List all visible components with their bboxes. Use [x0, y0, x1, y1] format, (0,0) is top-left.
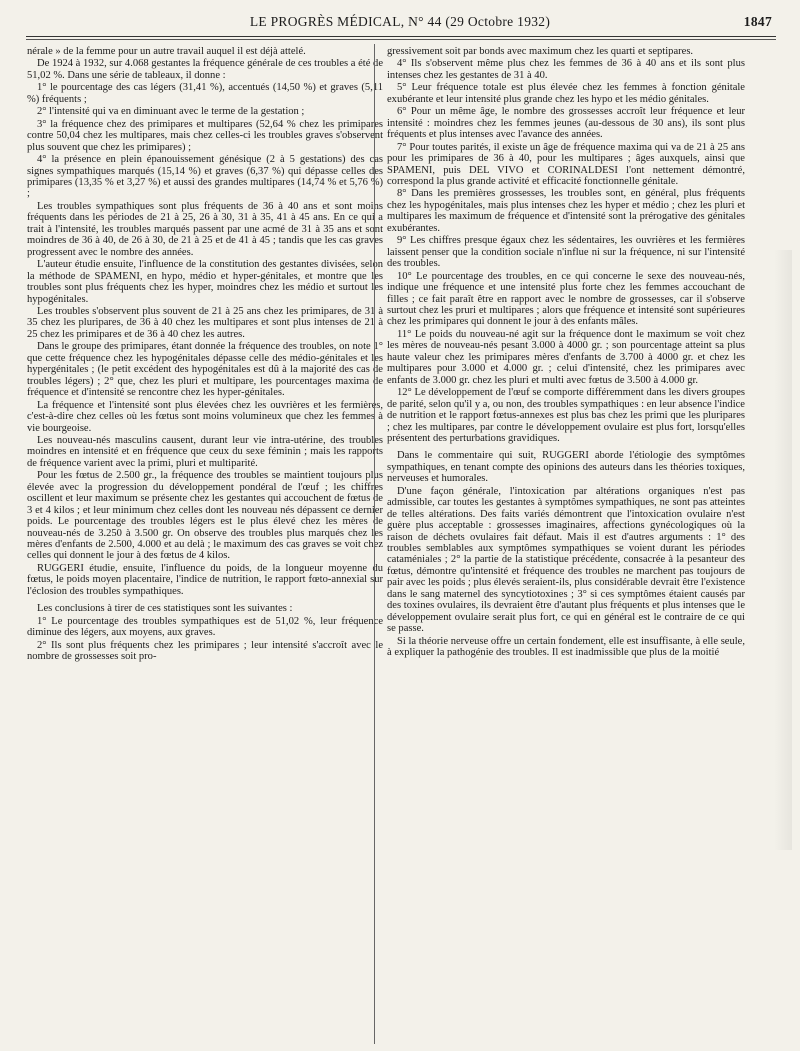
- paragraph: 1° le pourcentage des cas légers (31,41 %), accentués (14,50 %) et graves (5,11 %) fréquents ;: [27, 82, 383, 105]
- journal-title: LE PROGRÈS MÉDICAL, N° 44 (29 Octobre 1932): [249, 14, 551, 29]
- page-edge-shadow: [774, 250, 792, 850]
- page-number: 1847: [743, 14, 772, 29]
- paragraph: 12° Le développement de l'œuf se comporte différemment dans les divers groupes de parité, selon qu'il y a, ou non, des troubles sympathiques : en leur absence l'indice de nutrition et le rapport fœtus-annexes est plus bas chez les primi que les pluripares ; chez les multipares, par contre le développement ovulaire est plus fort, lorsqu'elles présentent des perturbations gravidiques.: [387, 387, 745, 444]
- paragraph: nérale » de la femme pour un autre travail auquel il est déjà attelé.: [27, 46, 306, 57]
- paragraph: 8° Dans les premières grossesses, les troubles sont, en général, plus fréquents chez les hypogénitales, mais plus intenses chez les hyper et médio ; chez les pluri et multipares les maximum de fréquence et d'intensité sont la prérogative des génitales exubérantes.: [387, 188, 745, 234]
- paragraph: De 1924 à 1932, sur 4.068 gestantes la fréquence générale de ces troubles a été de 51,02 %. Dans une série de tableaux, il donne :: [27, 58, 383, 81]
- running-header: [28, 14, 772, 34]
- paragraph: 5° Leur fréquence totale est plus élevée chez les femmes à fonction génitale exubérante et leur intensité plus grande chez les hypo et les médio génitales.: [387, 82, 745, 105]
- paragraph: gressivement soit par bonds avec maximum chez les quarti et septipares.: [387, 46, 694, 57]
- paragraph: 10° Le pourcentage des troubles, en ce qui concerne le sexe des nouveau-nés, indique une fréquence et une intensité plus forte chez les femmes accouchant de filles ; ce fait paraît être en rapport avec le nombre de grossesses, car il s'observe surtout chez les pruri et multipares ; alors que fréquence et intensité sont supérieures chez les primipares qui donnent le jour à des enfants mâles.: [387, 270, 745, 328]
- header-rule-thin: [26, 39, 776, 40]
- paragraph: 7° Pour toutes parités, il existe un âge de fréquence maxima qui va de 21 à 25 ans pour les primipares de 36 à 40, pour les multipares ; âges auxquels, ainsi que SPAMENI, puis DEL VIVO et CORINALDESI l'ont nettement démontré, correspond la plus grande activité et efficacité fonctionnelle génitale.: [387, 141, 745, 187]
- paragraph: Pour les fœtus de 2.500 gr., la fréquence des troubles se maintient toujours plus élevée avec la progression du développement pondéral de l'œuf ; les chiffres oscillent et leur maximum se présente chez les gestantes qui accouchent de fœtus de 3 et 4 kilos ; et leur minimum chez celles dont les nouveau nés dépassent ce dernier poids. Le pourcentage des troubles légers est le plus élevé chez les mères de nouveau-nés de 3.250 à 3.500 gr. On observe des troubles plus marqués chez les mères d'enfants de 2.500, 4.000 et au delà ; le maximum des cas graves se voit chez celles qui donnent le jour à des fœtus de 4 kilos.: [27, 470, 383, 562]
- paragraph: 4° Ils s'observent même plus chez les femmes de 36 à 40 ans et ils sont plus intenses chez les gestantes de 31 à 40.: [387, 58, 745, 81]
- paragraph: D'une façon générale, l'intoxication par altérations organiques n'est pas admissible, car toutes les gestantes à symptômes sympathiques, ne sont pas atteintes de telles altérations. Des faits variés démontrent que l'intoxication ovulaire n'est guère plus acceptable : grossesses imaginaires, affections gynécologiques où la raison de déchets ovulaires fait défaut. Mais il est d'autres arguments : 1° des troubles semblables aux symptômes sympathiques se voient durant les périodes cataméniales ; 2° la partie de la statistique précédente, consacrée à la pesanteur des fœtus, démontre qu'intensité et fréquence des troubles ne marchent pas toujours de pair avec les poids ; plus élevés seraient-ils, plus considérable devrait être l'existence dans le sang maternel des syncytiotoxines ; 3° si ces symptômes étaient causés par des toxines ovulaires, ils devraient être d'autant plus fréquents et plus intenses que le développement ovulaire serait plus fort, ce qui en général est le contraire de ce qui se passe.: [387, 485, 745, 635]
- paragraph: Dans le commentaire qui suit, RUGGERI aborde l'étiologie des symptômes sympathiques, en tenant compte des opinions des auteurs dans les théories toxiques, nerveuses et humorales.: [387, 450, 745, 485]
- column-divider: [374, 44, 375, 1044]
- paragraph: Les nouveau-nés masculins causent, durant leur vie intra-utérine, des troubles moindres en intensité et en fréquence que ceux du sexe féminin ; mais les rapports de fréquence varient avec la primi, pluri et multiparité.: [27, 434, 383, 469]
- paragraph: 9° Les chiffres presque égaux chez les sédentaires, les ouvrières et les fermières laissent penser que la condition sociale n'influe ni sur la fréquence, ni sur l'intensité des troubles.: [387, 235, 745, 270]
- paragraph: 2° Ils sont plus fréquents chez les primipares ; leur intensité s'accroît avec le nombre de grossesses soit pro-: [27, 639, 383, 663]
- paragraph: 1° Le pourcentage des troubles sympathiques est de 51,02 %, leur fréquence diminue des légers, aux moyens, aux graves.: [27, 615, 383, 639]
- paragraph: Les conclusions à tirer de ces statistiques sont les suivantes :: [37, 603, 293, 615]
- paragraph: Les troubles s'observent plus souvent de 21 à 25 ans chez les primipares, de 31 à 35 chez les pluripares, de 36 à 40 chez les multipares et sont plus intenses de 21 à 25 chez les primipares et de 36 à 40 chez les autres.: [27, 305, 383, 340]
- paragraph: 3° la fréquence chez des primipares et multipares (52,64 % chez les primipares contre 50,04 chez les multipares, mais chez celles-ci les troubles graves s'observent plus souvent que chez les primipares) ;: [27, 118, 383, 153]
- paragraph: RUGGERI étudie, ensuite, l'influence du poids, de la longueur moyenne du fœtus, le poids moyen placentaire, l'indice de nutrition, le rapport fœto-annexial sur l'éclosion des troubles sympathiques.: [27, 562, 383, 597]
- paragraph: Si la théorie nerveuse offre un certain fondement, elle est insuffisante, à elle seule, à expliquer la pathogénie des troubles. Il est inadmissible que plus de la moitié: [387, 635, 745, 659]
- paragraph: L'auteur étudie ensuite, l'influence de la constitution des gestantes divisées, selon la méthode de SPAMENI, en hypo, médio et hyper-génitales, et montre que les troubles sont plus fréquents chez les hyper, moindres chez les médio et surtout les hypogénitales.: [27, 259, 383, 305]
- paragraph: 4° la présence en plein épanouissement génésique (2 à 5 gestations) des cas signes sympathiques marqués (15,14 %) et graves (6,37 %) qui dépasse celles des primipares (13,35 % et 3,27 %) et aussi des grandes multipares (14,74 % et 5,76 %) ;: [27, 154, 383, 200]
- paragraph: 2° l'intensité qui va en diminuant avec le terme de la gestation ;: [37, 106, 305, 118]
- paragraph: La fréquence et l'intensité sont plus élevées chez les ouvrières et les fermières, c'est-à-dire chez celles où les fœtus sont moins volumineux que chez les femmes à vie bourgeoise.: [27, 399, 383, 434]
- paragraph: 6° Pour un même âge, le nombre des grossesses accroît leur fréquence et leur intensité : moindres chez les femmes jeunes (au-dessous de 30 ans), ils sont plus fréquents et plus intenses avec l'avance des années.: [387, 106, 745, 141]
- left-column: [27, 46, 383, 664]
- right-column: [387, 46, 745, 660]
- header-rule: [26, 36, 776, 37]
- paragraph: 11° Le poids du nouveau-né agit sur la fréquence dont le maximum se voit chez les mères de nouveau-nés pesant 3.000 à 4000 gr. ; son pourcentage atteint sa plus haute valeur chez les primipares mères d'enfants de 3.700 à 4000 gr. et chez les multipares pour 3.000 et 4.000 gr. ; celui d'intensité, chez les primipares avec enfants de 3.000 gr. chez les pluri et multi avec fœtus de 3.500 à 4.000 gr.: [387, 328, 745, 386]
- paragraph: Les troubles sympathiques sont plus fréquents de 36 à 40 ans et sont moins fréquents dans les périodes de 21 à 25, 26 à 30, 31 à 35, 41 à 45 ans. En ce qui a trait à l'intensité, les troubles marqués passent par une acmé de 31 à 35 ans et sont moindres de 36 à 40, de 26 à 30, de 21 à 25 et de 41 à 45 ; tandis que les cas graves progressent avec le nombre des années.: [27, 200, 383, 258]
- paragraph: Dans le groupe des primipares, étant donnée la fréquence des troubles, on note 1° que cette fréquence chez les hypogénitales dépasse celle des médio-génitales et les hypergénitales ; (le petit excédent des hypogénitales est dû à la majorité des cas de troubles légers) ; 2° que, chez les pluri et multipare, les pourcentages maxima de fréquence et d'intensité se rencontre chez les hyper-génitales.: [27, 341, 383, 399]
